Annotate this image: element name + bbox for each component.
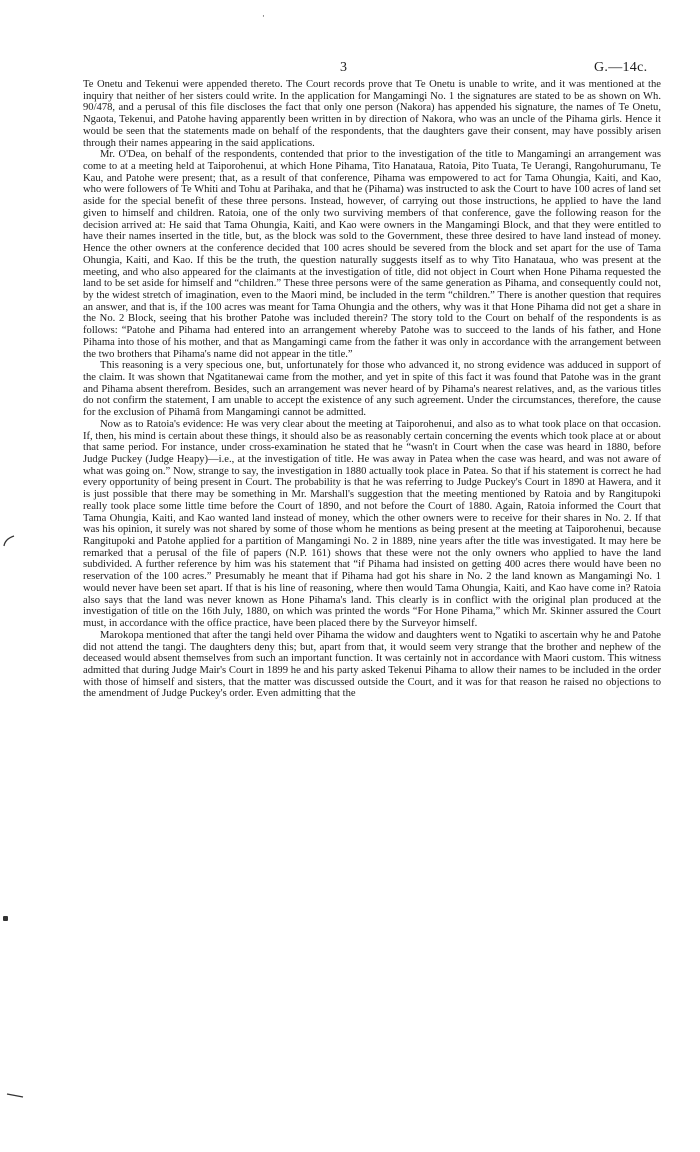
margin-dot xyxy=(3,916,8,921)
scan-speck: · xyxy=(262,12,265,22)
page-number: 3 xyxy=(340,60,347,75)
paragraph-3: This reasoning is a very specious one, but, unfortunately for those who advanced it, no strong evidence was adduced in support of the claim. It was shown that Ngatitanewai came from the mother, and yet in spite of this fact it was found that Patohe was in the grant and Pihama absent therefrom. Besides, such an arrangement was never heard of by Pihama's nearest relatives, and, as the various titles do not confirm the statement, I am unable to accept the existence of any such agreement. Under the circumstances, therefore, the cause for the exclusion of Pihamâ from Mangamingi cannot be admitted. xyxy=(83,360,661,419)
paragraph-1: Te Onetu and Tekenui were appended thereto. The Court records prove that Te Onetu is unable to write, and it was mentioned at the inquiry that neither of her sisters could write. In the application for Mangamingi No. 1 the signatures are stated to be as shown on Wh. 90/478, and a perusal of this file discloses the fact that only one person (Nakora) has appended his signature, the names of Te Onetu, Ngaota, Tekenui, and Patohe having apparently been written in by direction of Nakora, who was an uncle of the Pihama girls. Hence it would be seen that the statements made on behalf of the respondents, that the daughters gave their consent, may have possibly arisen through their names appearing in the said applications. xyxy=(83,79,661,149)
paragraph-5: Marokopa mentioned that after the tangi held over Pihama the widow and daughters went to Ngatiki to ascertain why he and Patohe did not attend the tangi. The daughters deny this; but, apart from that, it would seem very strange that the brother and nephew of the deceased would absent themselves from such an important function. It was certainly not in accordance with Maori custom. This witness admitted that during Judge Mair's Court in 1899 he and his party asked Tekenui Pihama to allow their names to be included in the order with those of himself and sisters, that the matter was discussed outside the Court, and it was for that reason he raised no objections to the amendment of Judge Puckey's order. Even admitting that the xyxy=(83,629,661,700)
margin-pencil-mark xyxy=(2,534,16,548)
paragraph-4: Now as to Ratoia's evidence: He was very clear about the meeting at Taiporohenui, and also as to what took place on that occasion. If, then, his mind is certain about these things, it should also be as reasonably certain concerning the events which took place at or about that same period. For instance, under cross-examination he stated that he “wasn't in Court when the case was heard in 1880, before Judge Puckey (Judge Heapy)—i.e., at the investigation of title. He was away in Patea when the case was heard, and was not aware of what was going on.” Now, strange to say, the investigation in 1880 actually took place in Patea. So that if his statement is correct he had every opportunity of being present in Court. The probability is that he was referring to Judge Puckey's Court in 1890 at Hawera, and it is just possible that there may be something in Mr. Marshall's suggestion that the meeting mentioned by Ratoia and by Rangitupoki really took place some little time before the Court of 1890, and not before the Court of 1880. Again, Ratoia informed the Court that Tama Ohungia, Kaiti, and Kao wanted land instead of money, which the other owners were to receive for their shares in No. 2. If that was his opinion, it surely was not shared by some of those whom he mentions as being present at the meeting at Taiporohenui, because Rangitupoki and Patohe applied for a partition of Mangamingi No. 2 in 1889, nine years after the title was investigated. It may here be remarked that a perusal of the file of papers (N.P. 161) shows that these were not the only owners who applied to have the land subdivided. A further reference by him was his statement that “if Pihama had insisted on getting 400 acres there would have been no reservation of the 100 acres.” Presumably he meant that if Pihama had got his share in No. 2 the land known as Mangamingi No. 1 would never have been set apart. If that is his line of reasoning, where then would Tama Ohungia, Kaiti, and Kao have come in? Ratoia also says that the land was never known as Hone Pihama's land. This clearly is in conflict with the original plan produced at the investigation of title on the 16th July, 1880, on which was printed the words “For Hone Pihama,” which Mr. Skinner assured the Court must, in accordance with the office practice, have been placed there by the Surveyor himself. xyxy=(83,418,661,630)
document-reference: G.—14c. xyxy=(594,60,648,75)
margin-dash-mark xyxy=(6,1092,24,1100)
document-body xyxy=(83,79,661,700)
paragraph-2: Mr. O'Dea, on behalf of the respondents, contended that prior to the investigation of the title to Mangamingi an arrangement was come to at a meeting held at Taiporohenui, at which Hone Pihama, Tito Hanataua, Ratoia, Pito Tuata, Te Uerangi, Rangohurumanu, Te Kau, and Patohe were present; that, as a result of that conference, Pihama was empowered to act for Tama Ohungia, Kaiti, and Kao, who were followers of Te Whiti and Tohu at Parihaka, and that he (Pihama) was instructed to ask the Court to have 100 acres of land set aside for the special benefit of these three persons. Instead, however, of carrying out those instructions, he applied to have the land given to himself and children. Ratoia, one of the only two surviving members of that conference, gave the following reason for the decision arrived at: He said that Tama Ohungia, Kaiti, and Kao were owners in the Mangamingi Block, and that they were entitled to have their names inserted in the title, but, as the block was sold to the Government, these three desired to have land instead of money. Hence the other owners at the conference decided that 100 acres should be severed from the block and set apart for the use of Tama Ohungia, Kaiti, and Kao. If this be the truth, the question naturally suggests itself as to why Tito Hanataua, who was present at the meeting, and who also appeared for the claimants at the investigation of title, did not object in Court when Hone Pihama requested the land to be set aside for himself and “children.” These three persons were of the same generation as Pihama, and consequently could not, by the widest stretch of imagination, even to the Maori mind, be included in the term “children.” There is another question that requires an answer, and that is, if the 100 acres was meant for Tama Ohungia and the others, why was it that Hone Pihama did not get a share in the No. 2 Block, seeing that his brother Patohe was included therein? The story told to the Court on behalf of the respondents is as follows: “Patohe and Pihama had entered into an arrangement whereby Patohe was to succeed to the lands of his father, and Hone Pihama into those of his mother, and that as Mangamingi came from the father it was only in accordance with the arrangement between the two brothers that Pihama's name did not appear in the title.” xyxy=(83,149,661,360)
